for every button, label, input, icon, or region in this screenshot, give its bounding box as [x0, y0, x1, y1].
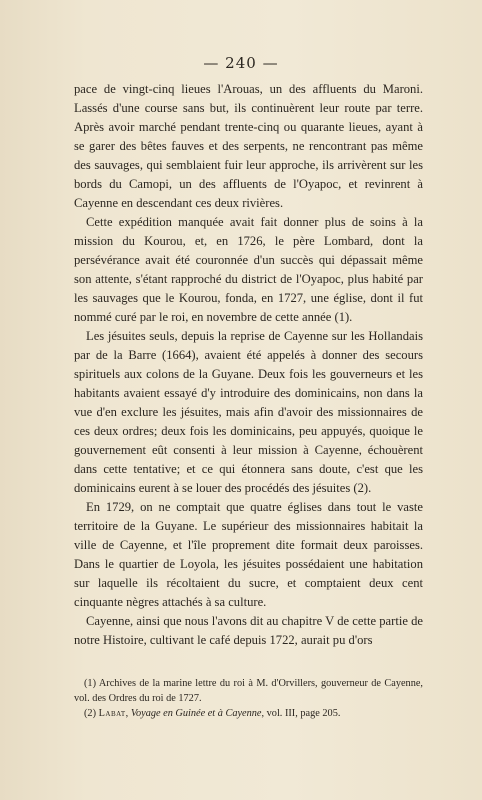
main-text	[74, 80, 423, 650]
paragraph: Les jésuites seuls, depuis la reprise de Cayenne sur les Hollandais par de la Barre (1664), avaient été appelés à donner des secours spirituels aux colons de la Guyane. Deux fois les gouverneurs et les habitants avaient essayé d'y introduire des dominicains, non dans la vue d'en exclure les jésuites, mais afin d'avoir des missionnaires de ces deux ordres; deux fois les dominicains, peu appuyés, quoique le gouvernement eût consenti à leur mission à Cayenne, échouèrent dans cette tentative; et ce qui étonnera sans doute, c'est que les dominicains eurent à se louer des procédés des jésuites (2).	[74, 329, 423, 495]
footnote-2	[74, 706, 423, 721]
footnote-2-title: Voyage en Guinée et à Cayenne	[130, 708, 262, 719]
footnote-2-separator: ,	[125, 708, 131, 719]
footnote-2-author: Labat	[98, 708, 126, 719]
paragraph: pace de vingt-cinq lieues l'Arouas, un des affluents du Maroni. Lassés d'une course sans but, ils continuèrent leur route par terre. Après avoir marché pendant trente-cinq ou quarante lieues, ayant à se garer des bêtes fauves et des serpents, ne rencontrant pas même des sauvages, qui semblaient fuir leur approche, ils arrivèrent sur les bords du Camopi, un des affluents de l'Oyapoc, et revinrent à Cayenne en descendant ces deux rivières.	[74, 82, 423, 210]
footnote-2-prefix: (2)	[84, 708, 99, 719]
paragraph: En 1729, on ne comptait que quatre églises dans tout le vaste territoire de la Guyane. Le supérieur des missionnaires habitait la ville de Cayenne, et l'île proprement dite formait deux paroisses. Dans le quartier de Loyola, les jésuites possédaient une habitation sur laquelle ils récoltaient du sucre, et comptaient deux cent cinquante nègres attachés à sa culture.	[74, 500, 423, 609]
footnotes	[74, 676, 423, 721]
page-number: — 240 —	[203, 54, 279, 72]
footnote-1: (1) Archives de la marine lettre du roi à M. d'Orvillers, gouverneur de Cayenne, vol. des Ordres du roi de 1727.	[74, 678, 423, 704]
paragraph: Cette expédition manquée avait fait donner plus de soins à la mission du Kourou, et, en 1726, le père Lombard, dont la persévérance avait été couronnée d'un succès qui dépassait même son attente, s'étant rapproché du district de l'Oyapoc, plus habité par les sauvages que le Kourou, fonda, en 1727, une église, dont il fut nommé curé par le roi, en novembre de cette année (1).	[74, 215, 423, 324]
footnote-2-suffix: , vol. III, page 205.	[261, 708, 341, 719]
paragraph: Cayenne, ainsi que nous l'avons dit au chapitre V de cette partie de notre Histoire, cultivant le café depuis 1722, aurait pu d'ors	[74, 614, 423, 647]
